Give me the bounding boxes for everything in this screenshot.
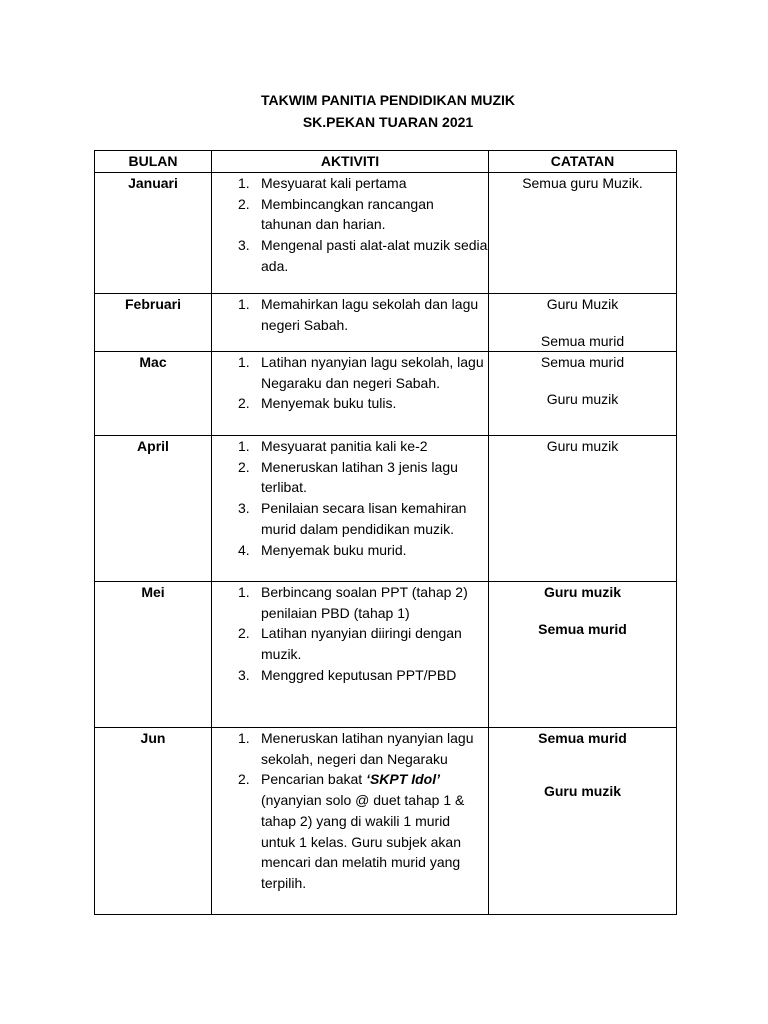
notes-cell xyxy=(489,352,677,436)
calendar-table xyxy=(94,150,677,915)
note-text: Guru muzik xyxy=(546,438,619,454)
note-text: Guru muzik xyxy=(546,391,619,407)
title-line-2: SK.PEKAN TUARAN 2021 xyxy=(302,114,474,130)
activities-cell xyxy=(212,728,489,915)
title-line-1: TAKWIM PANITIA PENDIDIKAN MUZIK xyxy=(260,92,516,108)
document-title xyxy=(0,89,768,133)
activities-cell xyxy=(212,173,489,294)
note-text: Semua murid xyxy=(540,333,625,349)
table-row xyxy=(95,728,677,915)
month-cell: Februari xyxy=(95,294,212,352)
table-row xyxy=(95,436,677,582)
activity-item: 1. Mesyuarat kali pertama xyxy=(238,175,407,191)
column-header-catatan: CATATAN xyxy=(489,151,677,173)
activities-cell xyxy=(212,582,489,728)
activity-item: 4. Menyemak buku murid. xyxy=(238,541,407,558)
note-text: Semua murid xyxy=(538,621,627,637)
notes-cell xyxy=(489,436,677,582)
activities-cell xyxy=(212,294,489,352)
note-text: Guru muzik xyxy=(543,584,621,600)
activities-cell xyxy=(212,352,489,436)
month-cell: Jun xyxy=(95,728,212,915)
column-header-bulan: BULAN xyxy=(95,151,212,173)
month-cell: April xyxy=(95,436,212,582)
month-cell: Mei xyxy=(95,582,212,728)
notes-cell xyxy=(489,582,677,728)
activity-item: 3. Menggred keputusan PPT/PBD xyxy=(238,666,457,683)
note-text: Guru muzik xyxy=(543,783,621,799)
activity-item: 2. Latihan nyanyian diiringi dengan muzik. xyxy=(238,625,462,663)
activity-item: 2. Membincangkan rancangan tahunan dan harian. xyxy=(238,195,434,233)
activity-item: 1. Meneruskan latihan nyanyian lagu sekolah, negeri dan Negaraku xyxy=(238,730,474,767)
activity-item: 3. Penilaian secara lisan kemahiran murid dalam pendidikan muzik. xyxy=(238,500,467,537)
month-cell: Januari xyxy=(95,173,212,294)
activity-item: 2. Pencarian bakat ‘SKPT Idol’ (nyanyian solo @ duet tahap 1 & tahap 2) yang di wakili 1 murid untuk 1 kelas. Guru subjek akan mencari dan melatih murid yang terpilih. xyxy=(238,771,465,891)
emphasis-text: ‘SKPT Idol’ xyxy=(366,771,440,788)
table-row xyxy=(95,294,677,352)
activities-cell xyxy=(212,436,489,582)
activity-item: 2. Menyemak buku tulis. xyxy=(238,395,397,412)
table-header-row xyxy=(95,151,677,173)
column-header-aktiviti: AKTIVITI xyxy=(212,151,489,173)
table-row xyxy=(95,173,677,294)
activity-item: 2. Meneruskan latihan 3 jenis lagu terlibat. xyxy=(238,458,458,496)
activity-item: 1. Latihan nyanyian lagu sekolah, lagu Negaraku dan negeri Sabah. xyxy=(238,354,484,391)
notes-cell xyxy=(489,294,677,352)
month-cell: Mac xyxy=(95,352,212,436)
note-text: Semua guru Muzik. xyxy=(522,175,643,191)
activity-item: 1. Mesyuarat panitia kali ke-2 xyxy=(238,438,428,454)
table-row xyxy=(95,582,677,728)
table-row xyxy=(95,352,677,436)
notes-cell xyxy=(489,728,677,915)
note-text: Guru Muzik xyxy=(546,296,619,312)
activity-item: 3. Mengenal pasti alat-alat muzik sedia ada. xyxy=(238,237,488,274)
note-text: Semua murid xyxy=(540,354,625,370)
notes-cell xyxy=(489,173,677,294)
note-text: Semua murid xyxy=(538,730,627,746)
activity-item: 1. Memahirkan lagu sekolah dan lagu negeri Sabah. xyxy=(238,296,479,333)
activity-item: 1. Berbincang soalan PPT (tahap 2) penilaian PBD (tahap 1) xyxy=(238,584,468,621)
